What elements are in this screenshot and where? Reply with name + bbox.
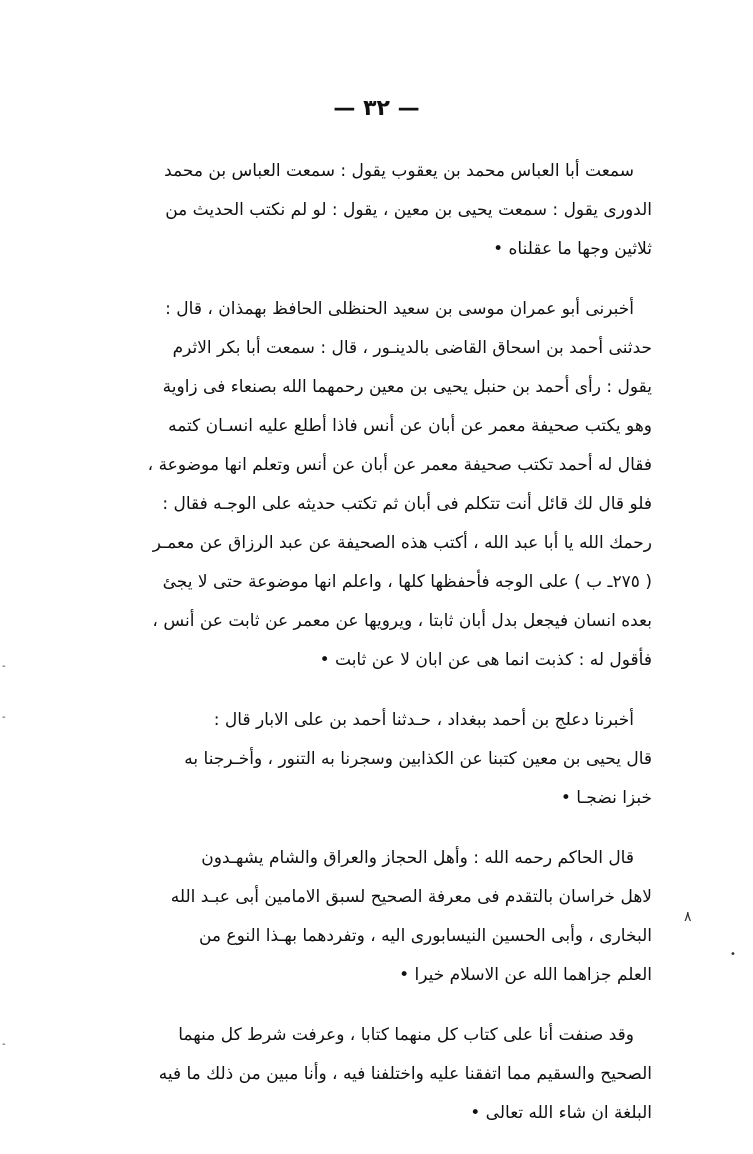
text-line: وقد صنفت أنا على كتاب كل منهما كتابا ، وعرفت شرط كل منهما	[178, 1025, 634, 1045]
text-line: قال يحيى بن معين كتبنا عن الكذابين وسجرنا به التنور ، وأخـرجنا به	[184, 749, 652, 769]
text-line: وهو يكتب صحيفة معمر عن أبان عن أنس فاذا أطلع عليه انسـان كتمه	[168, 416, 652, 436]
text-line: العلم جزاهما الله عن الاسلام خيرا •	[399, 965, 652, 985]
text-line: الصحيح والسقيم مما اتفقنا عليه واختلفنا فيه ، وأنا مبين من ذلك ما فيه	[158, 1064, 652, 1084]
text-line: فلو قال لك قائل أنت تتكلم فى أبان ثم تكتب حديثه على الوجـه فقال :	[162, 494, 652, 514]
text-line: بعده انسان فيجعل بدل أبان ثابتا ، ويرويها عن معمر عن ثابت عن أنس ،	[152, 611, 652, 631]
text-line: البلغة ان شاء الله تعالى •	[470, 1103, 652, 1123]
text-line: أخبرنا دعلج بن أحمد ببغداد ، حـدثنا أحمد بن على الابار قال :	[213, 710, 634, 730]
text-line: رحمك الله يا أبا عبد الله ، أكتب هذه الصحيفة عن عبد الرزاق عن معمـر	[152, 533, 652, 553]
page-number: — ٣٢ —	[333, 96, 420, 121]
paragraph	[112, 1016, 652, 1133]
margin-tick: -	[2, 1039, 6, 1050]
text-line: البخارى ، وأبى الحسين النيسابورى اليه ، وتفردهما بهـذا النوع من	[198, 926, 652, 946]
text-line: قال الحاكم رحمه الله : وأهل الحجاز والعراق والشام يشهـدون	[201, 848, 634, 868]
text-line: يقول : رأى أحمد بن حنبل يحيى بن معين رحمهما الله بصنعاء فى زاوية	[162, 377, 652, 397]
paragraph	[112, 839, 652, 995]
text-line: أخبرنى أبو عمران موسى بن سعيد الحنظلى الحافظ بهمذان ، قال :	[165, 299, 634, 319]
margin-dot: •	[730, 949, 736, 960]
text-line: خبزا نضجـا •	[560, 788, 652, 808]
paragraph	[112, 701, 652, 818]
paragraph	[112, 152, 652, 269]
text-line: الدورى يقول : سمعت يحيى بن معين ، يقول : لو لم نكتب الحديث من	[165, 200, 652, 220]
text-line: فأقول له : كذبت انما هى عن ابان لا عن ثابت •	[319, 650, 652, 670]
text-line: حدثنى أحمد بن اسحاق القاضى بالدينـور ، قال : سمعت أبا بكر الاثرم	[172, 338, 652, 358]
text-line: فقال له أحمد تكتب صحيفة معمر عن أبان عن أنس وتعلم انها موضوعة ،	[147, 455, 652, 475]
paragraph	[112, 290, 652, 680]
margin-note: ٨	[684, 909, 692, 925]
text-line: ثلاثين وجها ما عقلناه •	[493, 239, 652, 259]
body-text	[112, 152, 652, 1154]
margin-tick: -	[2, 661, 6, 672]
text-line: سمعت أبا العباس محمد بن يعقوب يقول : سمعت العباس بن محمد	[164, 161, 634, 181]
text-line: لاهل خراسان بالتقدم فى معرفة الصحيح لسبق الامامين أبى عبـد الله	[170, 887, 652, 907]
margin-tick: -	[2, 712, 6, 723]
text-line: ( ٢٧٥ـ ب ) على الوجه فأحفظها كلها ، واعلم انها موضوعة حتى لا يجئ	[162, 572, 652, 592]
